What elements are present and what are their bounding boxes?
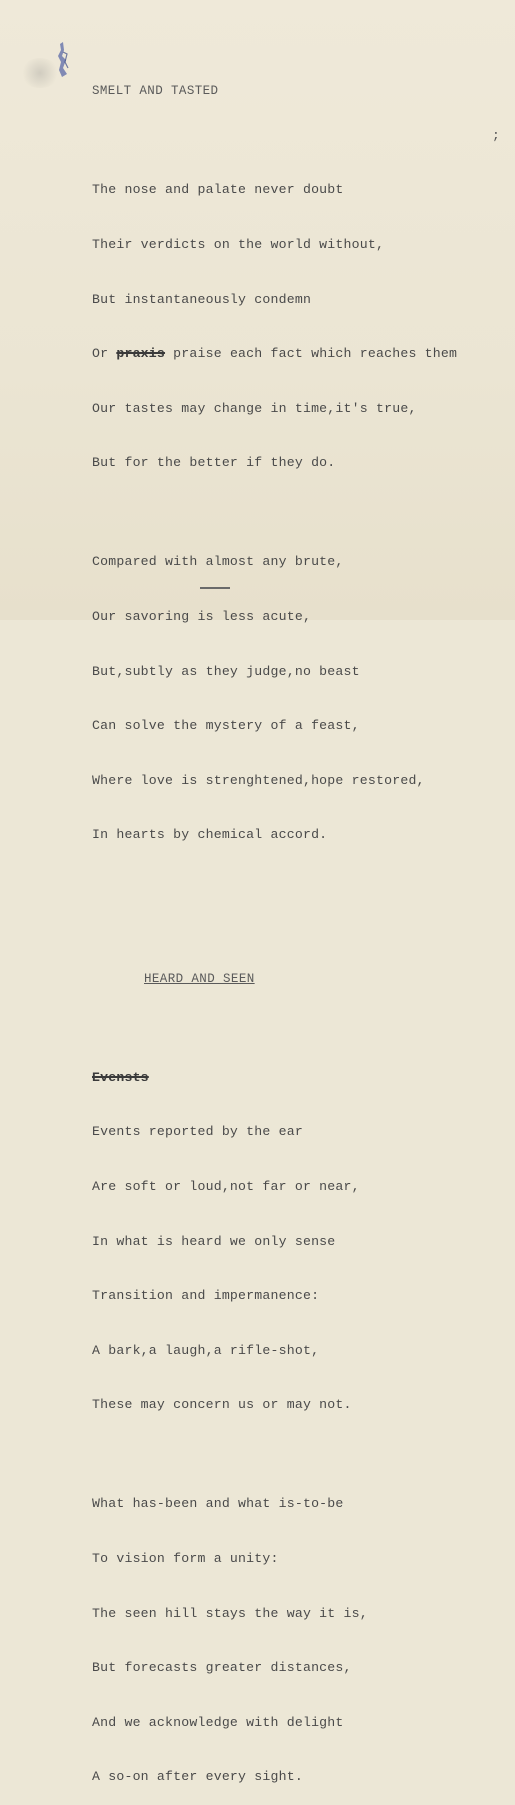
poem-text bbox=[92, 46, 512, 1805]
stray-semicolon: ; bbox=[492, 128, 500, 143]
line-prefix: Or bbox=[92, 346, 117, 362]
poem-line: In what is heard we only sense bbox=[92, 1233, 336, 1249]
poem-line: And we acknowledge with delight bbox=[92, 1714, 344, 1730]
poem-line: The nose and palate never doubt bbox=[92, 182, 344, 198]
poem-line: But,subtly as they judge,no beast bbox=[92, 663, 360, 679]
line-rest: praise each fact which reaches them bbox=[165, 346, 458, 362]
poem-line: A so-on after every sight. bbox=[92, 1769, 303, 1785]
section-title-smelt: SMELT AND TASTED bbox=[92, 84, 219, 99]
poem-line: In hearts by chemical accord. bbox=[92, 827, 328, 843]
poem-line: Where love is strenghtened,hope restored, bbox=[92, 772, 425, 788]
section-title-heard: HEARD AND SEEN bbox=[144, 971, 255, 986]
struck-word: praxis bbox=[116, 346, 166, 362]
poem-line: The seen hill stays the way it is, bbox=[92, 1605, 368, 1621]
poem-line: Our tastes may change in time,it's true, bbox=[92, 400, 417, 416]
poem-line: But for the better if they do. bbox=[92, 455, 336, 471]
struck-word-events: Evensts bbox=[92, 1069, 149, 1085]
poem-line: A bark,a laugh,a rifle-shot, bbox=[92, 1342, 320, 1358]
poem-line: What has-been and what is-to-be bbox=[92, 1496, 344, 1512]
poem-line: Compared with almost any brute, bbox=[92, 554, 344, 570]
poem-line-with-strike bbox=[92, 345, 512, 363]
separator-rule bbox=[200, 587, 230, 589]
poem-line: Our savoring is less acute, bbox=[92, 608, 312, 624]
poem-line: Transition and impermanence: bbox=[92, 1288, 320, 1304]
poem-line: To vision form a unity: bbox=[92, 1550, 279, 1566]
poem-line: Can solve the mystery of a feast, bbox=[92, 718, 360, 734]
poem-line: Events reported by the ear bbox=[92, 1124, 303, 1140]
poem-line: But instantaneously condemn bbox=[92, 291, 312, 307]
poem-line: These may concern us or may not. bbox=[92, 1397, 352, 1413]
poem-line: But forecasts greater distances, bbox=[92, 1660, 352, 1676]
poem-line: Their verdicts on the world without, bbox=[92, 237, 385, 252]
ink-stain-icon bbox=[54, 40, 74, 80]
poem-line: Are soft or loud,not far or near, bbox=[92, 1178, 360, 1194]
